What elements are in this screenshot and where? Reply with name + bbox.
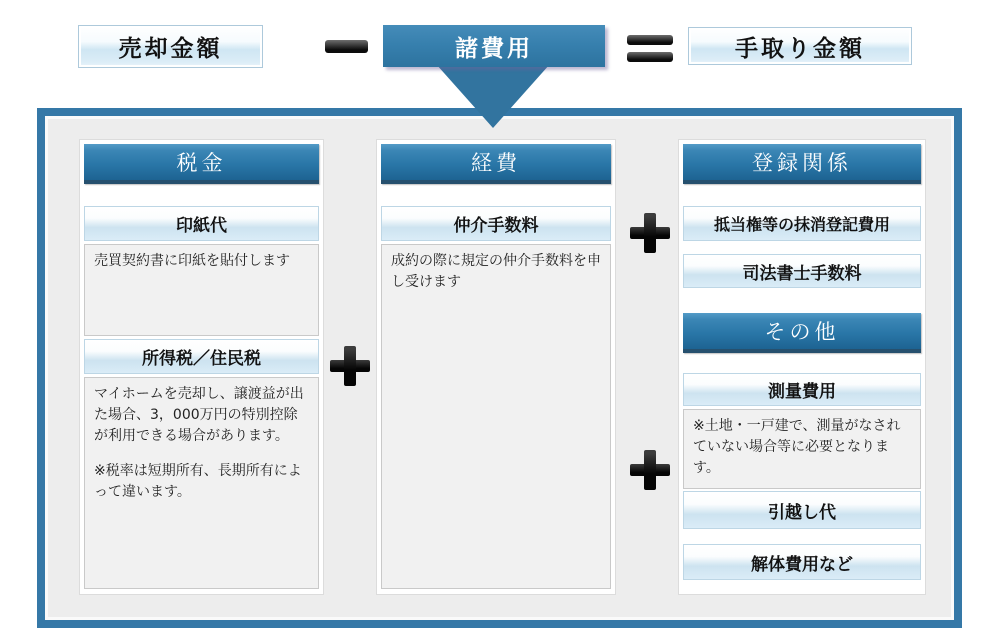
- brokerage-fee-item: [381, 206, 611, 241]
- plus-icon: [630, 213, 670, 253]
- survey-fee-item: [683, 373, 921, 406]
- expenses-header: [381, 144, 611, 184]
- plus-icon: [330, 346, 370, 386]
- survey-fee-label: 測量費用: [768, 382, 836, 402]
- expenses-header-label: 経費: [471, 151, 521, 175]
- income-tax-item: [84, 339, 319, 374]
- sale-price-label: 売却金額: [118, 36, 223, 62]
- brokerage-fee-label: 仲介手数料: [453, 216, 539, 236]
- stamp-fee-description: [84, 244, 319, 336]
- registration-header-label: 登録関係: [752, 151, 852, 175]
- stamp-fee-label: 印紙代: [176, 216, 227, 236]
- brokerage-fee-description: [381, 244, 611, 589]
- registration-column: [678, 139, 926, 595]
- registration-header: [683, 144, 921, 184]
- equals-bar: [627, 52, 673, 62]
- demolition-fee-label: 解体費用など: [751, 554, 853, 575]
- moving-fee-item: [683, 491, 921, 529]
- stamp-fee-text: 売買契約書に印紙を貼付します: [94, 253, 290, 269]
- net-proceeds-box: [688, 27, 912, 65]
- scrivener-fee-item: [683, 254, 921, 288]
- expenses-column: [376, 139, 616, 595]
- moving-fee-label: 引越し代: [768, 502, 836, 523]
- sale-price-box: [78, 25, 263, 68]
- equals-icon: [627, 35, 673, 62]
- income-tax-label: 所得税／住民税: [142, 349, 261, 369]
- plus-icon: [630, 450, 670, 490]
- mortgage-release-item: [683, 206, 921, 241]
- income-tax-description: [84, 377, 319, 589]
- scrivener-fee-label: 司法書士手数料: [742, 263, 862, 284]
- stamp-fee-item: [84, 206, 319, 241]
- taxes-header: [84, 144, 319, 184]
- taxes-column: [79, 139, 324, 595]
- equals-bar: [627, 35, 673, 45]
- brokerage-fee-text: 成約の際に規定の仲介手数料を申し受けます: [391, 253, 601, 290]
- others-header: [683, 313, 921, 353]
- net-proceeds-label: 手取り金額: [735, 35, 865, 62]
- mortgage-release-label: 抵当権等の抹消登記費用: [713, 215, 890, 234]
- deductions-box: [383, 25, 605, 67]
- survey-fee-text: ※土地・一戸建で、測量がなされていない場合等に必要となります。: [693, 418, 901, 476]
- taxes-header-label: 税金: [176, 151, 227, 175]
- survey-fee-description: [683, 409, 921, 489]
- demolition-fee-item: [683, 544, 921, 580]
- down-arrow-icon: [436, 64, 550, 128]
- income-tax-text: マイホームを売却し、譲渡益が出た場合、3，000万円の特別控除が利用できる場合があります。: [94, 386, 304, 444]
- income-tax-note: ※税率は短期所有、長期所有によって違います。: [94, 463, 302, 500]
- deductions-label: 諸費用: [455, 35, 533, 62]
- minus-icon: [325, 40, 368, 53]
- others-header-label: その他: [764, 320, 840, 344]
